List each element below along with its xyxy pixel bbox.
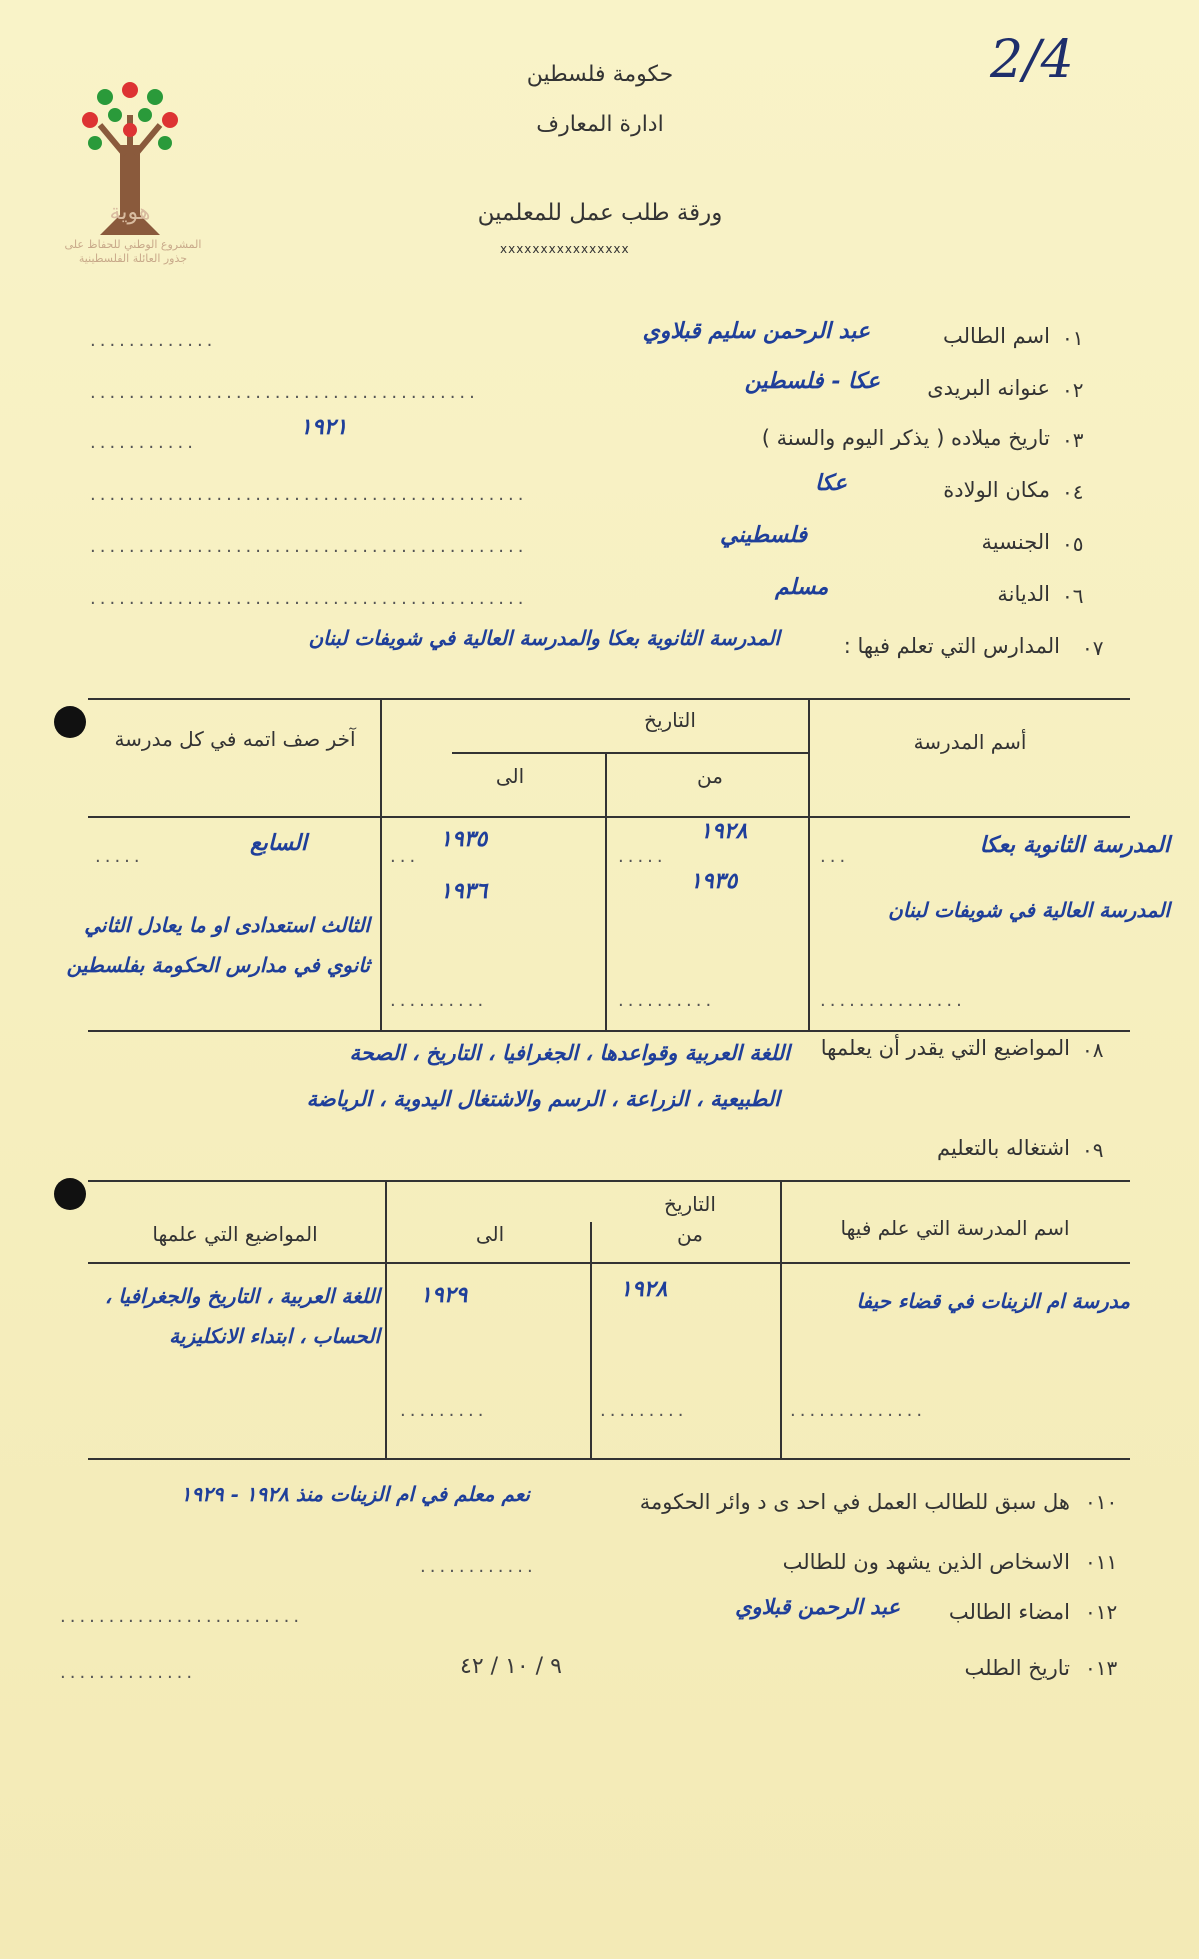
q4-label: مكان الولادة [943,478,1050,502]
t1r2-class: الثالث استعدادى او ما يعادل الثاني ثانوي في مدارس الحكومة بفلسطين [66,913,370,977]
q2-dots: ........................................ [90,382,479,403]
q11-label: الاسخاص الذين يشهد ون للطالب [782,1550,1070,1574]
table2-header-date: التاريخ [664,1192,716,1216]
q2-number: ٠٢ [1062,378,1084,402]
t1r1-to: ١٩٣٥ [440,826,488,852]
table1-header-school: أسم المدرسة [913,730,1027,754]
table1-col-divider-3 [808,698,810,1030]
table2-top-rule [88,1180,1130,1182]
q5-dots: ............................................. [90,536,528,557]
table1-header-last-class: آخر صف اتمه في كل مدرسة [114,727,356,751]
department-title: ادارة المعارف [536,112,664,137]
table2-col-divider-1 [385,1180,387,1458]
q12-number: ٠١٢ [1085,1600,1118,1624]
table2-header-school: اسم المدرسة التي علم فيها [840,1216,1070,1240]
form-title: ورقة طلب عمل للمعلمين [477,200,723,226]
t1r1-from-dots: ..... [618,846,667,867]
q8-label: المواضيع التي يقدر أن يعلمها [820,1036,1070,1060]
q9-label: اشتغاله بالتعليم [936,1136,1070,1160]
q7-number: ٠٧ [1082,636,1104,660]
q10-label: هل سبق للطالب العمل في احد ى د وائر الحكومة [639,1490,1070,1514]
t1r1-from: ١٩٢٨ [700,818,748,844]
q3-answer: ١٩٢١ [300,414,348,440]
t1r2-school: المدرسة العالية في شويفات لبنان [888,898,1170,922]
family-tree-logo [70,50,190,260]
table1-header-to: الى [495,764,525,788]
t1-blank-dots-3: ............... [820,990,966,1011]
q5-answer: فلسطيني [720,522,808,548]
table1-header-rule [88,816,1130,818]
table2-bottom-rule [88,1458,1130,1460]
q10-answer: نعم معلم في ام الزينات منذ ١٩٢٨ - ١٩٢٩ [180,1482,530,1506]
q3-number: ٠٣ [1062,428,1084,452]
q4-number: ٠٤ [1062,480,1084,504]
t2r1-to: ١٩٢٩ [420,1282,468,1308]
table1-bottom-rule [88,1030,1130,1032]
q2-answer: عكا - فلسطين [744,368,880,394]
t2-blank-dots-1: ......... [400,1400,488,1421]
table1-header-date: التاريخ [644,708,696,732]
q11-number: ٠١١ [1085,1550,1118,1574]
q6-dots: ............................................. [90,588,528,609]
table1-top-rule [88,698,1130,700]
q4-dots: ............................................. [90,484,528,505]
government-title: حكومة فلسطين [526,62,674,87]
t1r2-to: ١٩٣٦ [440,878,488,904]
table2-header-rule [88,1262,1130,1264]
t2r1-subjects: اللغة العربية ، التاريخ والجغرافيا ، الحساب ، ابتداء الانكليزية [104,1284,380,1348]
table1-bullet [54,706,86,738]
t2-blank-dots-2: ......... [600,1400,688,1421]
table1-date-subrule [452,752,808,754]
t1-blank-dots-2: .......... [618,990,716,1011]
title-ornament: xxxxxxxxxxxxxxxx [500,242,630,256]
q1-answer: عبد الرحمن سليم قبلاوي [642,318,870,344]
q1-dots: ............. [90,330,217,351]
q13-label: تاريخ الطلب [964,1656,1070,1680]
table2-bullet [54,1178,86,1210]
q13-number: ٠١٣ [1085,1656,1118,1680]
t1r1-to-dots: ... [390,846,420,867]
t2r1-school: مدرسة ام الزينات في قضاء حيفا [856,1289,1130,1313]
t2r1-from: ١٩٢٨ [620,1276,668,1302]
q10-number: ٠١٠ [1085,1490,1118,1514]
q9-number: ٠٩ [1082,1138,1104,1162]
q8-number: ٠٨ [1082,1038,1104,1062]
table2-header-subjects: المواضيع التي علمها [152,1222,318,1246]
q13-date: ٩ / ١٠ / ٤٢ [460,1654,562,1679]
q3-dots: ........... [90,432,197,453]
q4-answer: عكا [815,470,847,496]
table2-col-divider-3 [780,1180,782,1458]
table2-col-divider-2 [590,1222,592,1458]
q12-dots: ......................... [60,1606,304,1627]
q6-answer: مسلم [775,574,829,600]
q11-dots: ............ [420,1556,537,1577]
logo-caption: المشروع الوطني للحفاظ على جذور العائلة الفلسطينية [64,238,202,265]
table2-header-from: من [677,1222,703,1246]
t1r1-school-dots: ... [820,846,850,867]
q8-answer-line-1: اللغة العربية وقواعدها ، الجغرافيا ، التاريخ ، الصحة [349,1040,790,1065]
q7-label: المدارس التي تعلم فيها : [843,634,1060,658]
t1r1-class-dots: ..... [95,846,144,867]
q6-label: الديانة [997,582,1050,606]
q6-number: ٠٦ [1062,584,1084,608]
page-number: 2/4 [990,30,1074,90]
q12-label: امضاء الطالب [948,1600,1070,1624]
q8-answer-line-2: الطبيعية ، الزراعة ، الرسم والاشتغال اليدوية ، الرياضة [306,1086,780,1111]
q12-signature: عبد الرحمن قبلاوي [735,1594,900,1619]
q13-dots: .............. [60,1662,197,1683]
q5-number: ٠٥ [1062,532,1084,556]
table1-col-divider-2 [605,752,607,1030]
table1-col-divider-1 [380,698,382,1030]
q3-label: تاريخ ميلاده ( يذكر اليوم والسنة ) [761,426,1050,450]
q1-label: اسم الطالب [943,324,1050,348]
t1r1-class: السابع [250,830,307,856]
t1-blank-dots-1: .......... [390,990,488,1011]
q5-label: الجنسية [981,530,1050,554]
t2-blank-dots-3: .............. [790,1400,927,1421]
table1-header-from: من [697,764,723,788]
table2-header-to: الى [475,1222,505,1246]
t1r1-school: المدرسة الثانوية بعكا [979,832,1170,858]
q7-answer: المدرسة الثانوية بعكا والمدرسة العالية في شويفات لبنان [308,626,780,650]
logo-wordmark: هوية [109,200,151,225]
q1-number: ٠١ [1062,326,1084,350]
t1r2-from: ١٩٣٥ [690,868,738,894]
q2-label: عنوانه البريدى [927,376,1050,400]
